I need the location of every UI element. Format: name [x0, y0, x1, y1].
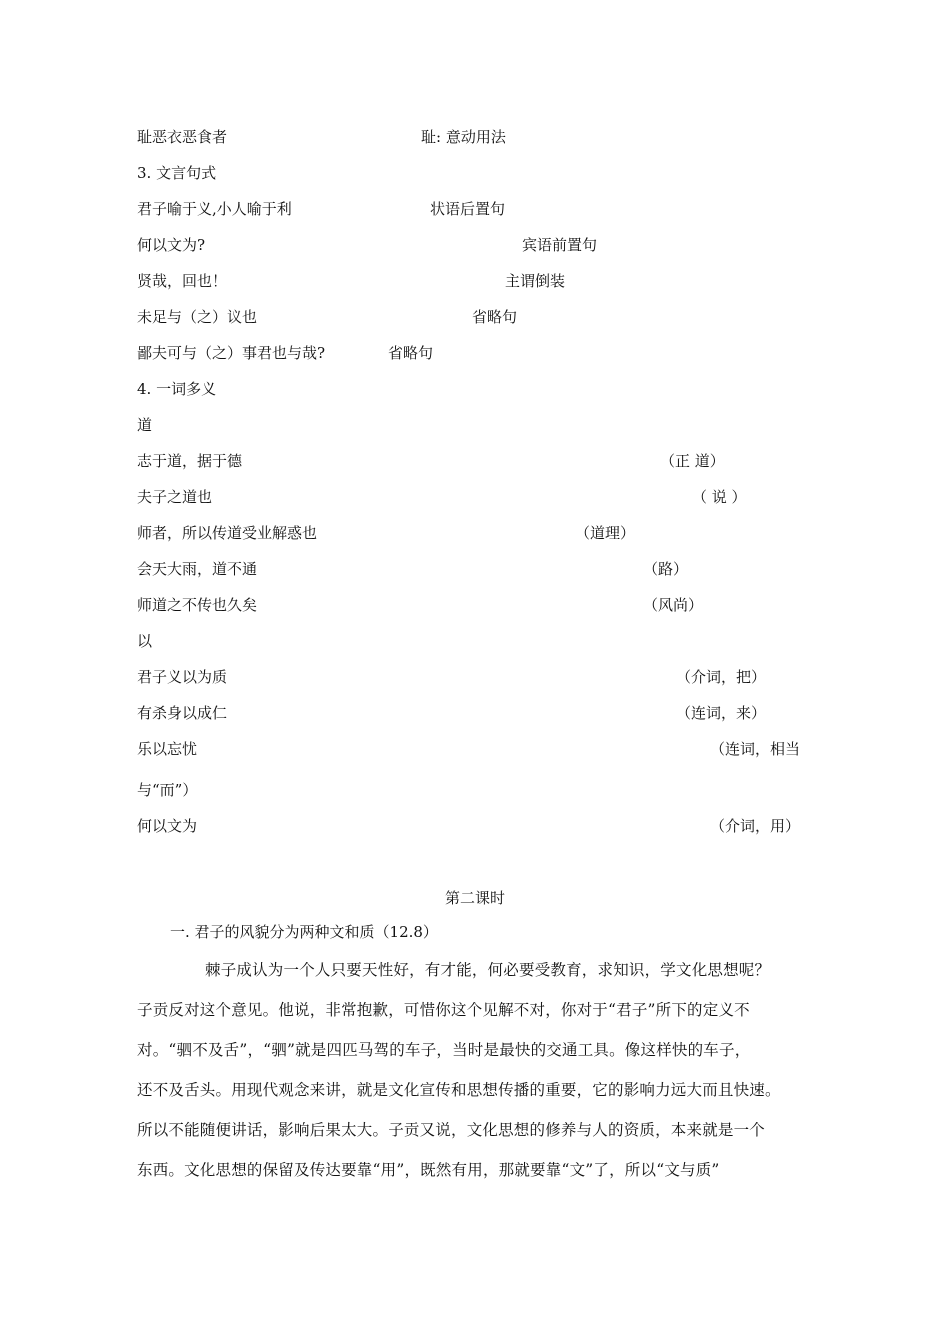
line-note: （风尚）: [643, 596, 704, 614]
paragraph-line: 所以不能随便讲话，影响后果太大。子贡又说，文化思想的修养与人的资质，本来就是一个: [137, 1121, 766, 1139]
line-text: 有杀身以成仁: [137, 704, 228, 722]
paragraph-line: 东西。文化思想的保留及传达要靠“用”，既然有用，那就要靠“文”了，所以“文与质”: [137, 1161, 720, 1179]
line-text: 师者，所以传道受业解惑也: [137, 524, 318, 542]
line-text: 贤哉，回也！: [137, 272, 228, 290]
line-text: 耻恶衣恶食者: [137, 128, 228, 146]
line-text: 君子喻于义,小人喻于利: [137, 200, 292, 218]
line-note-continuation: 与“而”）: [137, 781, 198, 799]
line-text: 鄙夫可与（之）事君也与哉?: [137, 344, 326, 362]
line-note: （道理）: [575, 524, 636, 542]
line-text: 未足与（之）议也: [137, 308, 258, 326]
paragraph-line: 棘子成认为一个人只要天性好，有才能，何必要受教育，求知识，学文化思想呢？: [205, 961, 771, 979]
line-note: （路）: [643, 560, 689, 578]
line-text: 君子义以为质: [137, 668, 228, 686]
line-note: （介词，把）: [676, 668, 767, 686]
line-text: 师道之不传也久矣: [137, 596, 258, 614]
word-heading: 道: [137, 416, 153, 434]
body-paragraph: [137, 0, 827, 1344]
line-text: 何以文为?: [137, 236, 206, 254]
line-note: （连词，相当: [710, 740, 801, 758]
line-text: 夫子之道也: [137, 488, 213, 506]
paragraph-line: 子贡反对这个意见。他说，非常抱歉，可惜你这个见解不对，你对于“君子”所下的定义不: [137, 1001, 750, 1019]
line-text: 何以文为: [137, 817, 198, 835]
lesson-title: 第二课时: [444, 889, 505, 907]
section-heading: 3. 文言句式: [137, 164, 217, 182]
line-text: 会天大雨，道不通: [137, 560, 258, 578]
line-note: （正 道）: [660, 452, 725, 470]
line-note: 耻: 意动用法: [421, 128, 506, 146]
lesson-subheading: 一. 君子的风貌分为两种文和质（12.8）: [170, 923, 438, 941]
line-text: 乐以忘忧: [137, 740, 198, 758]
line-note: 宾语前置句: [522, 236, 598, 254]
word-heading: 以: [137, 632, 153, 650]
paragraph-line: 对。“驷不及舌”，“驷”就是四匹马驾的车子，当时是最快的交通工具。像这样快的车子，: [137, 1041, 751, 1059]
line-note: 省略句: [472, 308, 518, 326]
line-note: （介词，用）: [710, 817, 801, 835]
paragraph-line: 还不及舌头。用现代观念来讲，就是文化宣传和思想传播的重要，它的影响力远大而且快速。: [137, 1081, 781, 1099]
line-note: 主谓倒装: [505, 272, 566, 290]
line-note: 状语后置句: [430, 200, 506, 218]
section-heading: 4. 一词多义: [137, 380, 217, 398]
line-note: 省略句: [388, 344, 434, 362]
line-text: 志于道，据于德: [137, 452, 243, 470]
line-note: （ 说 ）: [692, 488, 747, 506]
line-note: （连词，来）: [676, 704, 767, 722]
